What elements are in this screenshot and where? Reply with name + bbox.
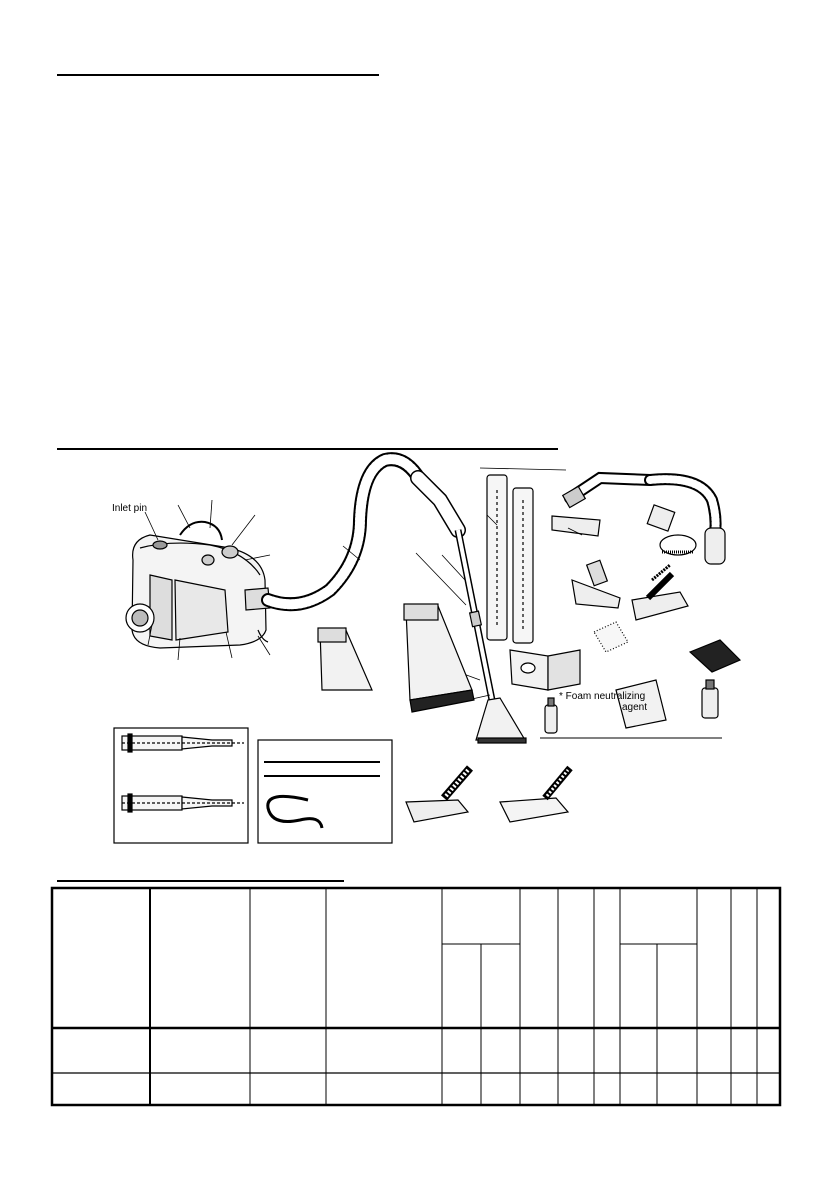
hepa-filter-drawing <box>690 640 740 672</box>
hose-inset <box>258 740 392 843</box>
foam-note-line-2: agent <box>622 702 648 713</box>
filter-pad-drawing <box>594 622 628 652</box>
crevice-tool-drawing <box>552 516 600 536</box>
round-brush-drawing <box>647 505 696 555</box>
upholstery-nozzle-drawing <box>318 628 372 690</box>
hard-floor-nozzle-drawing <box>632 565 688 620</box>
vacuum-body-drawing <box>126 500 270 660</box>
spray-nozzle-drawing <box>476 698 526 743</box>
dust-bag-drawing <box>510 650 580 690</box>
small-nozzle-drawing <box>572 560 620 608</box>
specifications-table <box>52 888 780 1105</box>
turbo-brush-drawing <box>406 768 470 822</box>
extension-tubes-drawing <box>480 468 566 643</box>
foam-note-line-1: * Foam neutralizing <box>559 691 646 702</box>
parquet-brush-drawing <box>500 768 570 822</box>
carpet-nozzle-drawing <box>404 604 474 712</box>
flexible-hose-drawing <box>268 459 458 604</box>
inlet-pin-label: Inlet pin <box>112 503 148 514</box>
adapter-inset <box>114 728 248 843</box>
